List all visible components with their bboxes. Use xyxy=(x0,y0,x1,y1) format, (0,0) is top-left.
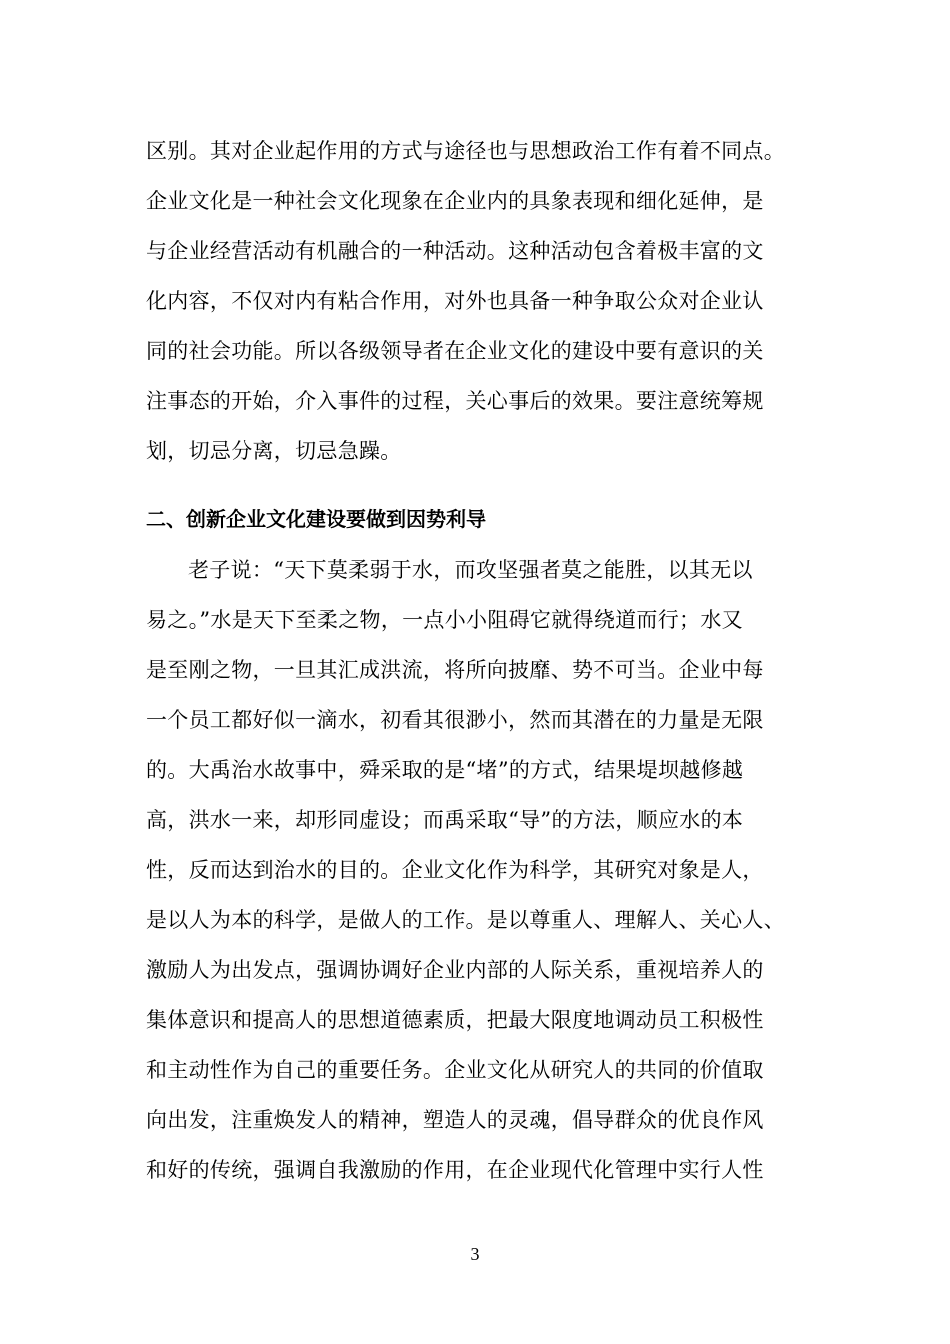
paragraph-line: 是以人为本的科学，是做人的工作。是以尊重人、理解人、关心人、 xyxy=(146,908,785,932)
paragraph-line: 企业文化是一种社会文化现象在企业内的具象表现和细化延伸，是 xyxy=(146,189,764,213)
paragraph-line: 区别。其对企业起作用的方式与途径也与思想政治工作有着不同点。 xyxy=(146,139,785,163)
paragraph-line: 是至刚之物，一旦其汇成洪流，将所向披靡、势不可当。企业中每 xyxy=(146,658,764,682)
paragraph-line: 划，切忌分离，切忌急躁。 xyxy=(146,439,402,463)
paragraph-line: 和好的传统，强调自我激励的作用，在企业现代化管理中实行人性 xyxy=(146,1158,764,1182)
paragraph-line: 向出发，注重焕发人的精神，塑造人的灵魂，倡导群众的优良作风 xyxy=(146,1108,764,1132)
paragraph-line: 与企业经营活动有机融合的一种活动。这种活动包含着极丰富的文 xyxy=(146,239,764,263)
paragraph-line: 激励人为出发点，强调协调好企业内部的人际关系，重视培养人的 xyxy=(146,958,764,982)
paragraph-line: 高，洪水一来，却形同虚设；而禹采取“导”的方法，顺应水的本 xyxy=(146,808,744,832)
paragraph-line: 化内容，不仅对内有粘合作用，对外也具备一种争取公众对企业认 xyxy=(146,289,764,313)
paragraph-line: 的。大禹治水故事中，舜采取的是“堵”的方式，结果堤坝越修越 xyxy=(146,758,744,782)
paragraph-line: 注事态的开始，介入事件的过程，关心事后的效果。要注意统筹规 xyxy=(146,389,764,413)
paragraph-line: 一个员工都好似一滴水，初看其很渺小，然而其潜在的力量是无限 xyxy=(146,708,764,732)
paragraph-line: 老子说：“天下莫柔弱于水，而攻坚强者莫之能胜，以其无以 xyxy=(188,558,753,582)
page-number: 3 xyxy=(470,1244,480,1264)
paragraph-line: 性，反而达到治水的目的。企业文化作为科学，其研究对象是人， xyxy=(146,858,764,882)
paragraph-line: 易之。”水是天下至柔之物，一点小小阻碍它就得绕道而行；水又 xyxy=(146,608,743,632)
paragraph-line: 同的社会功能。所以各级领导者在企业文化的建设中要有意识的关 xyxy=(146,339,764,363)
section-heading: 二、创新企业文化建设要做到因势利导 xyxy=(146,507,486,531)
paragraph-line: 集体意识和提高人的思想道德素质，把最大限度地调动员工积极性 xyxy=(146,1008,764,1032)
paragraph-line: 和主动性作为自己的重要任务。企业文化从研究人的共同的价值取 xyxy=(146,1058,764,1082)
